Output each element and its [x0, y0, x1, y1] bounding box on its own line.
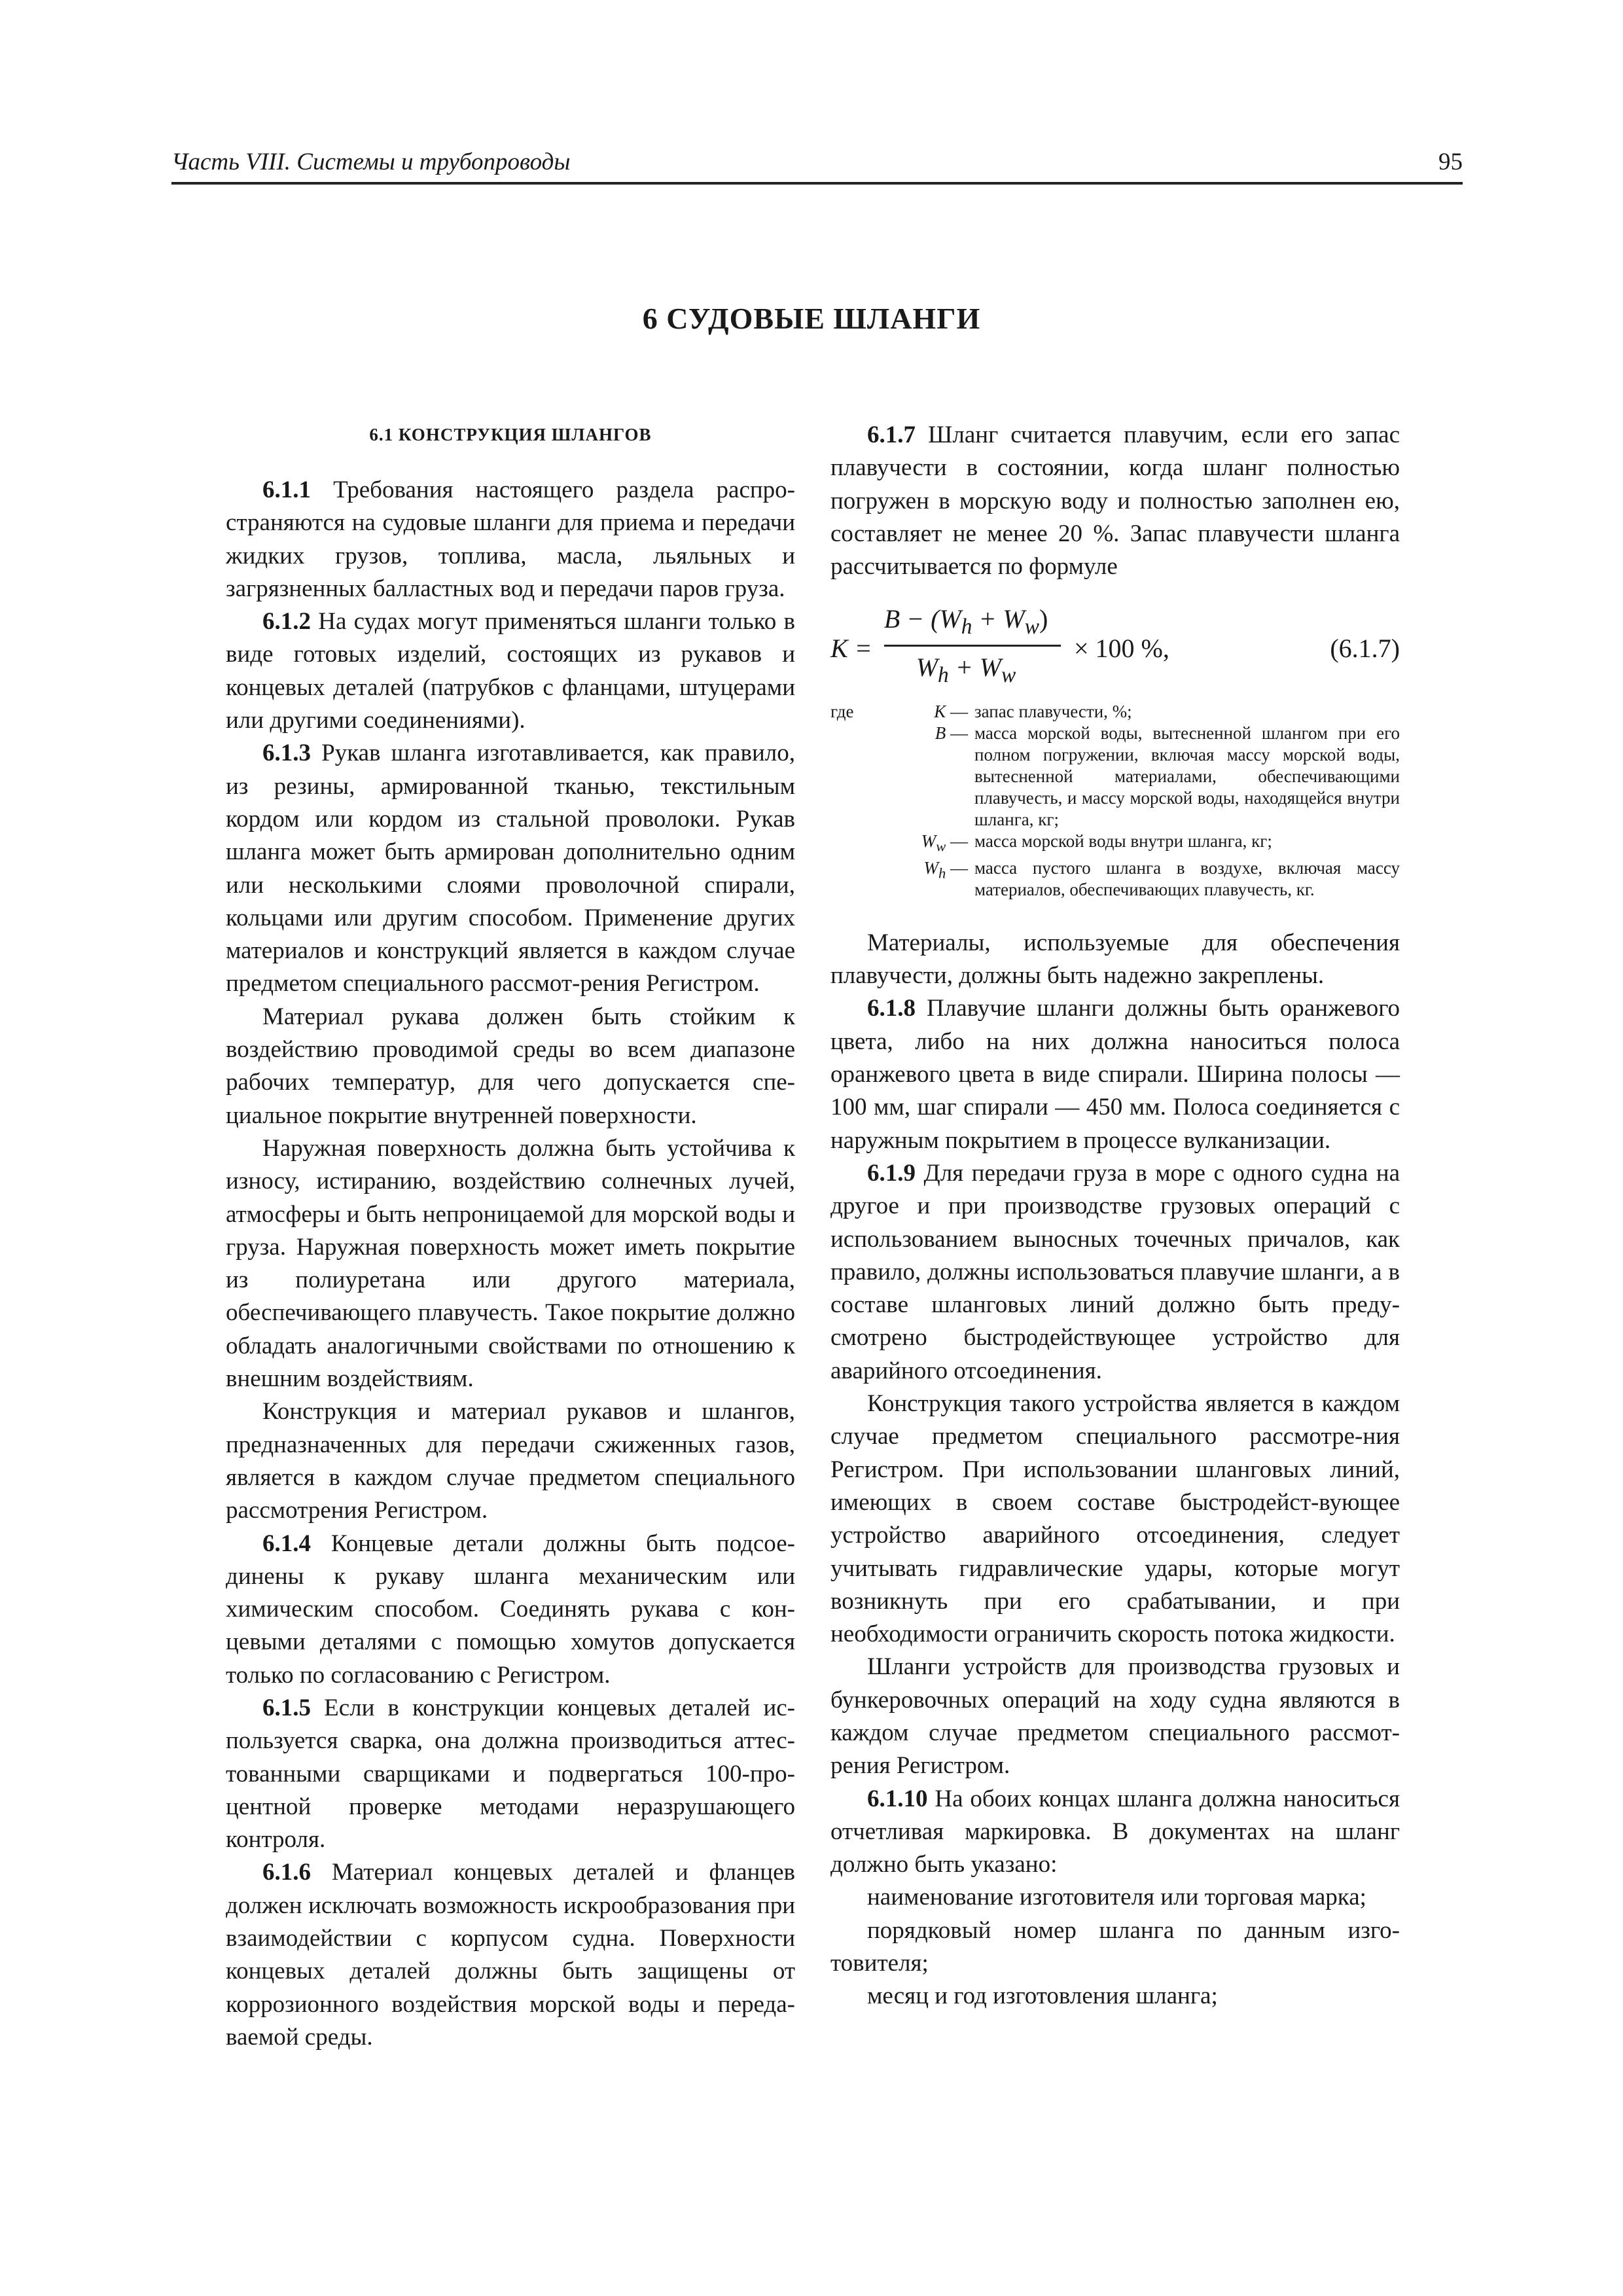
paragraph-text: На судах могут применяться шланги только в виде готовых изделий, состоящих из рукавов и концевых деталей (патрубков с фланцами, штуцерами или другими соединениями).	[226, 608, 795, 734]
paragraph	[830, 419, 1400, 583]
paragraph	[226, 1528, 795, 1692]
clause-number: 6.1.9	[867, 1159, 916, 1187]
clause-number: 6.1.1	[262, 476, 311, 503]
clause-number: 6.1.7	[867, 422, 916, 448]
paragraph	[226, 737, 795, 1000]
paragraph-text: Концевые детали должны быть подсое-динены к рукаву шланга механическим или химическим способом. Соединять рукава с кон-цевыми деталями с помощью хомутов допускается только по согласованию с Регистром.	[226, 1530, 795, 1689]
paragraph	[226, 1395, 795, 1527]
paragraph	[226, 1856, 795, 2054]
paragraph-text: Рукав шланга изготавливается, как правило, из резины, армированной тканью, текстильным кордом или кордом из стальной проволоки. Рукав шланга может быть армирован дополнительно одним или несколькими слоями проволочной спирали, кольцами или другим способом. Применение других материалов и конструкций является в каждом случае предметом специального рассмот-рения Регистром.	[226, 740, 795, 997]
legend-text: масса морской воды внутри шланга, кг;	[974, 831, 1272, 852]
paragraph-text: Требования настоящего раздела распро-страняются на судовые шланги для приема и передачи жидких грузов, топлива, масла, льяльных и загрязненных балластных вод и передачи паров груза.	[226, 476, 795, 602]
paragraph	[830, 1914, 1400, 1981]
section-title: 6.1 КОНСТРУКЦИЯ ШЛАНГОВ	[369, 425, 652, 444]
formula-legend	[830, 701, 1400, 900]
legend-text: масса пустого шланга в воздухе, включая массу материалов, обеспечивающих плавучесть, кг.	[974, 857, 1400, 899]
paragraph	[830, 1980, 1400, 2013]
legend-where: где	[830, 702, 854, 722]
legend-row	[830, 831, 1400, 857]
left-paragraphs	[226, 474, 795, 2054]
formula-multiplier: × 100 %,	[1074, 634, 1169, 664]
paragraph-text: На обоих концах шланга должна наноситься отчетливая маркировка. В документах на шланг должно быть указано:	[830, 1785, 1400, 1878]
clause-number: 6.1.3	[262, 740, 311, 767]
paragraph	[226, 605, 795, 737]
paragraph-text: Если в конструкции концевых деталей ис-пользуется сварка, она должна производиться аттес-тованными сварщиками и подвергаться 100-про-центной проверке методами неразрушающего контроля.	[226, 1694, 795, 1854]
paragraph	[830, 992, 1400, 1157]
paragraph-text: месяц и год изготовления шланга;	[867, 1982, 1218, 2010]
legend-text: запас плавучести, %;	[974, 702, 1132, 722]
formula-numerator: $B - (W_h + W_w)$	[883, 604, 1048, 639]
buoyancy-formula	[830, 603, 1400, 694]
formula-denominator: $W_h + W_w$	[916, 653, 1016, 688]
paragraph-text: порядковый номер шланга по данным изго-товителя;	[830, 1916, 1400, 1977]
legend-symbol: $W_h$ —	[923, 857, 968, 882]
formula-number: (6.1.7)	[1330, 634, 1400, 664]
legend-symbol: B —	[935, 723, 968, 744]
paragraph-text: наименование изготовителя или торговая марка;	[867, 1884, 1366, 1911]
paragraph-text: Наружная поверхность должна быть устойчива к износу, истиранию, воздействию солнечных лучей, атмосферы и быть непроницаемой для морской воды и груза. Наружная поверхность может иметь покрытие из полиуретана или другого материала, обеспечивающего плавучесть. Такое покрытие должно обладать аналогичными свойствами по отношению к внешним воздействиям.	[226, 1134, 795, 1393]
paragraph-text: Шланг считается плавучим, если его запас плавучести в состоянии, когда шланг полностью погружен в морскую воду и полностью заполнен ею, составляет не менее 20 %. Запас плавучести шланга рассчитывается по формуле	[830, 422, 1400, 581]
clause-number: 6.1.4	[262, 1530, 311, 1557]
legend-text: масса морской воды, вытесненной шлангом при его полном погружении, включая массу морской воды, вытесненной материалами, обеспечивающими плавучесть, и массу морской воды, находящейся внутри шланга, кг;	[974, 723, 1400, 830]
paragraph	[830, 927, 1400, 993]
legend-where	[830, 831, 896, 857]
paragraph-text: Шланги устройств для производства грузовых и бункеровочных операций на ходу судна являются в каждом случае предметом специального рассмот-рения Регистром.	[830, 1653, 1400, 1780]
legend-where	[830, 723, 896, 831]
running-title: Часть VIII. Системы и трубопроводы	[171, 149, 571, 175]
right-column	[830, 419, 1400, 2013]
paragraph-text: Материалы, используемые для обеспечения плавучести, должны быть надежно закреплены.	[830, 929, 1400, 990]
page-header	[171, 143, 1463, 185]
clause-number: 6.1.2	[262, 608, 311, 636]
paragraph-text: Конструкция и материал рукавов и шлангов, предназначенных для передачи сжиженных газов, является в каждом случае предметом специального рассмотрения Регистром.	[226, 1398, 795, 1524]
formula-lhs: K =	[830, 634, 872, 664]
paragraph-text: Плавучие шланги должны быть оранжевого цвета, либо на них должна наноситься полоса оранжевого цвета в виде спирали. Ширина полосы — 100 мм, шаг спирали — 450 мм. Полоса соединяется с наружным покрытием в процессе вулканизации.	[830, 995, 1400, 1154]
paragraph	[226, 1001, 795, 1132]
fraction-bar	[884, 645, 1061, 647]
chapter-title: 6 СУДОВЫЕ ШЛАНГИ	[642, 302, 981, 335]
paragraph	[226, 1132, 795, 1395]
right-paragraphs-bottom	[830, 927, 1400, 2013]
legend-row	[830, 723, 1400, 831]
paragraph-text: Материал рукава должен быть стойким к воздействию проводимой среды во всем диапазоне рабочих температур, для чего допускается спе-циальное покрытие внутренней поверхности.	[226, 1003, 795, 1129]
right-paragraphs-top	[830, 419, 1400, 583]
paragraph-text: Конструкция такого устройства является в каждом случае предметом специального рассмотре-ния Регистром. При использовании шланговых линий, имеющих в своем составе быстродейст-вующее устройство аварийного отсоединения, следует учитывать гидравлические удары, которые могут возникнуть при его срабатывании, и при необходимости ограничить скорость потока жидкости.	[830, 1390, 1400, 1648]
legend-symbol: K —	[934, 702, 968, 722]
page-number: 95	[1438, 149, 1463, 175]
clause-number: 6.1.6	[262, 1859, 311, 1886]
paragraph-text: Для передачи груза в море с одного судна на другое и при производстве грузовых операций с использованием выносных точечных причалов, как правило, должны использоваться плавучие шланги, а в составе шланговых линий должно быть преду-смотрено быстродействующее устройство для аварийного отсоединения.	[830, 1159, 1400, 1384]
paragraph	[830, 1651, 1400, 1782]
legend-symbol: $W_w$ —	[921, 831, 968, 855]
legend-where	[830, 857, 896, 901]
paragraph	[830, 1783, 1400, 1882]
legend-row	[830, 857, 1400, 901]
paragraph	[830, 1157, 1400, 1388]
paragraph	[226, 474, 795, 605]
paragraph-text: Материал концевых деталей и фланцев должен исключать возможность искрообразования при взаимодействии с корпусом судна. Поверхности концевых деталей должны быть защищены от коррозионного воздействия морской воды и переда-ваемой среды.	[226, 1859, 795, 2051]
clause-number: 6.1.8	[867, 995, 916, 1022]
legend-row	[830, 701, 1400, 723]
paragraph	[830, 1881, 1400, 1914]
clause-number: 6.1.10	[867, 1785, 928, 1812]
paragraph	[226, 1692, 795, 1856]
paragraph	[830, 1388, 1400, 1651]
left-column	[226, 419, 795, 2054]
clause-number: 6.1.5	[262, 1694, 311, 1721]
